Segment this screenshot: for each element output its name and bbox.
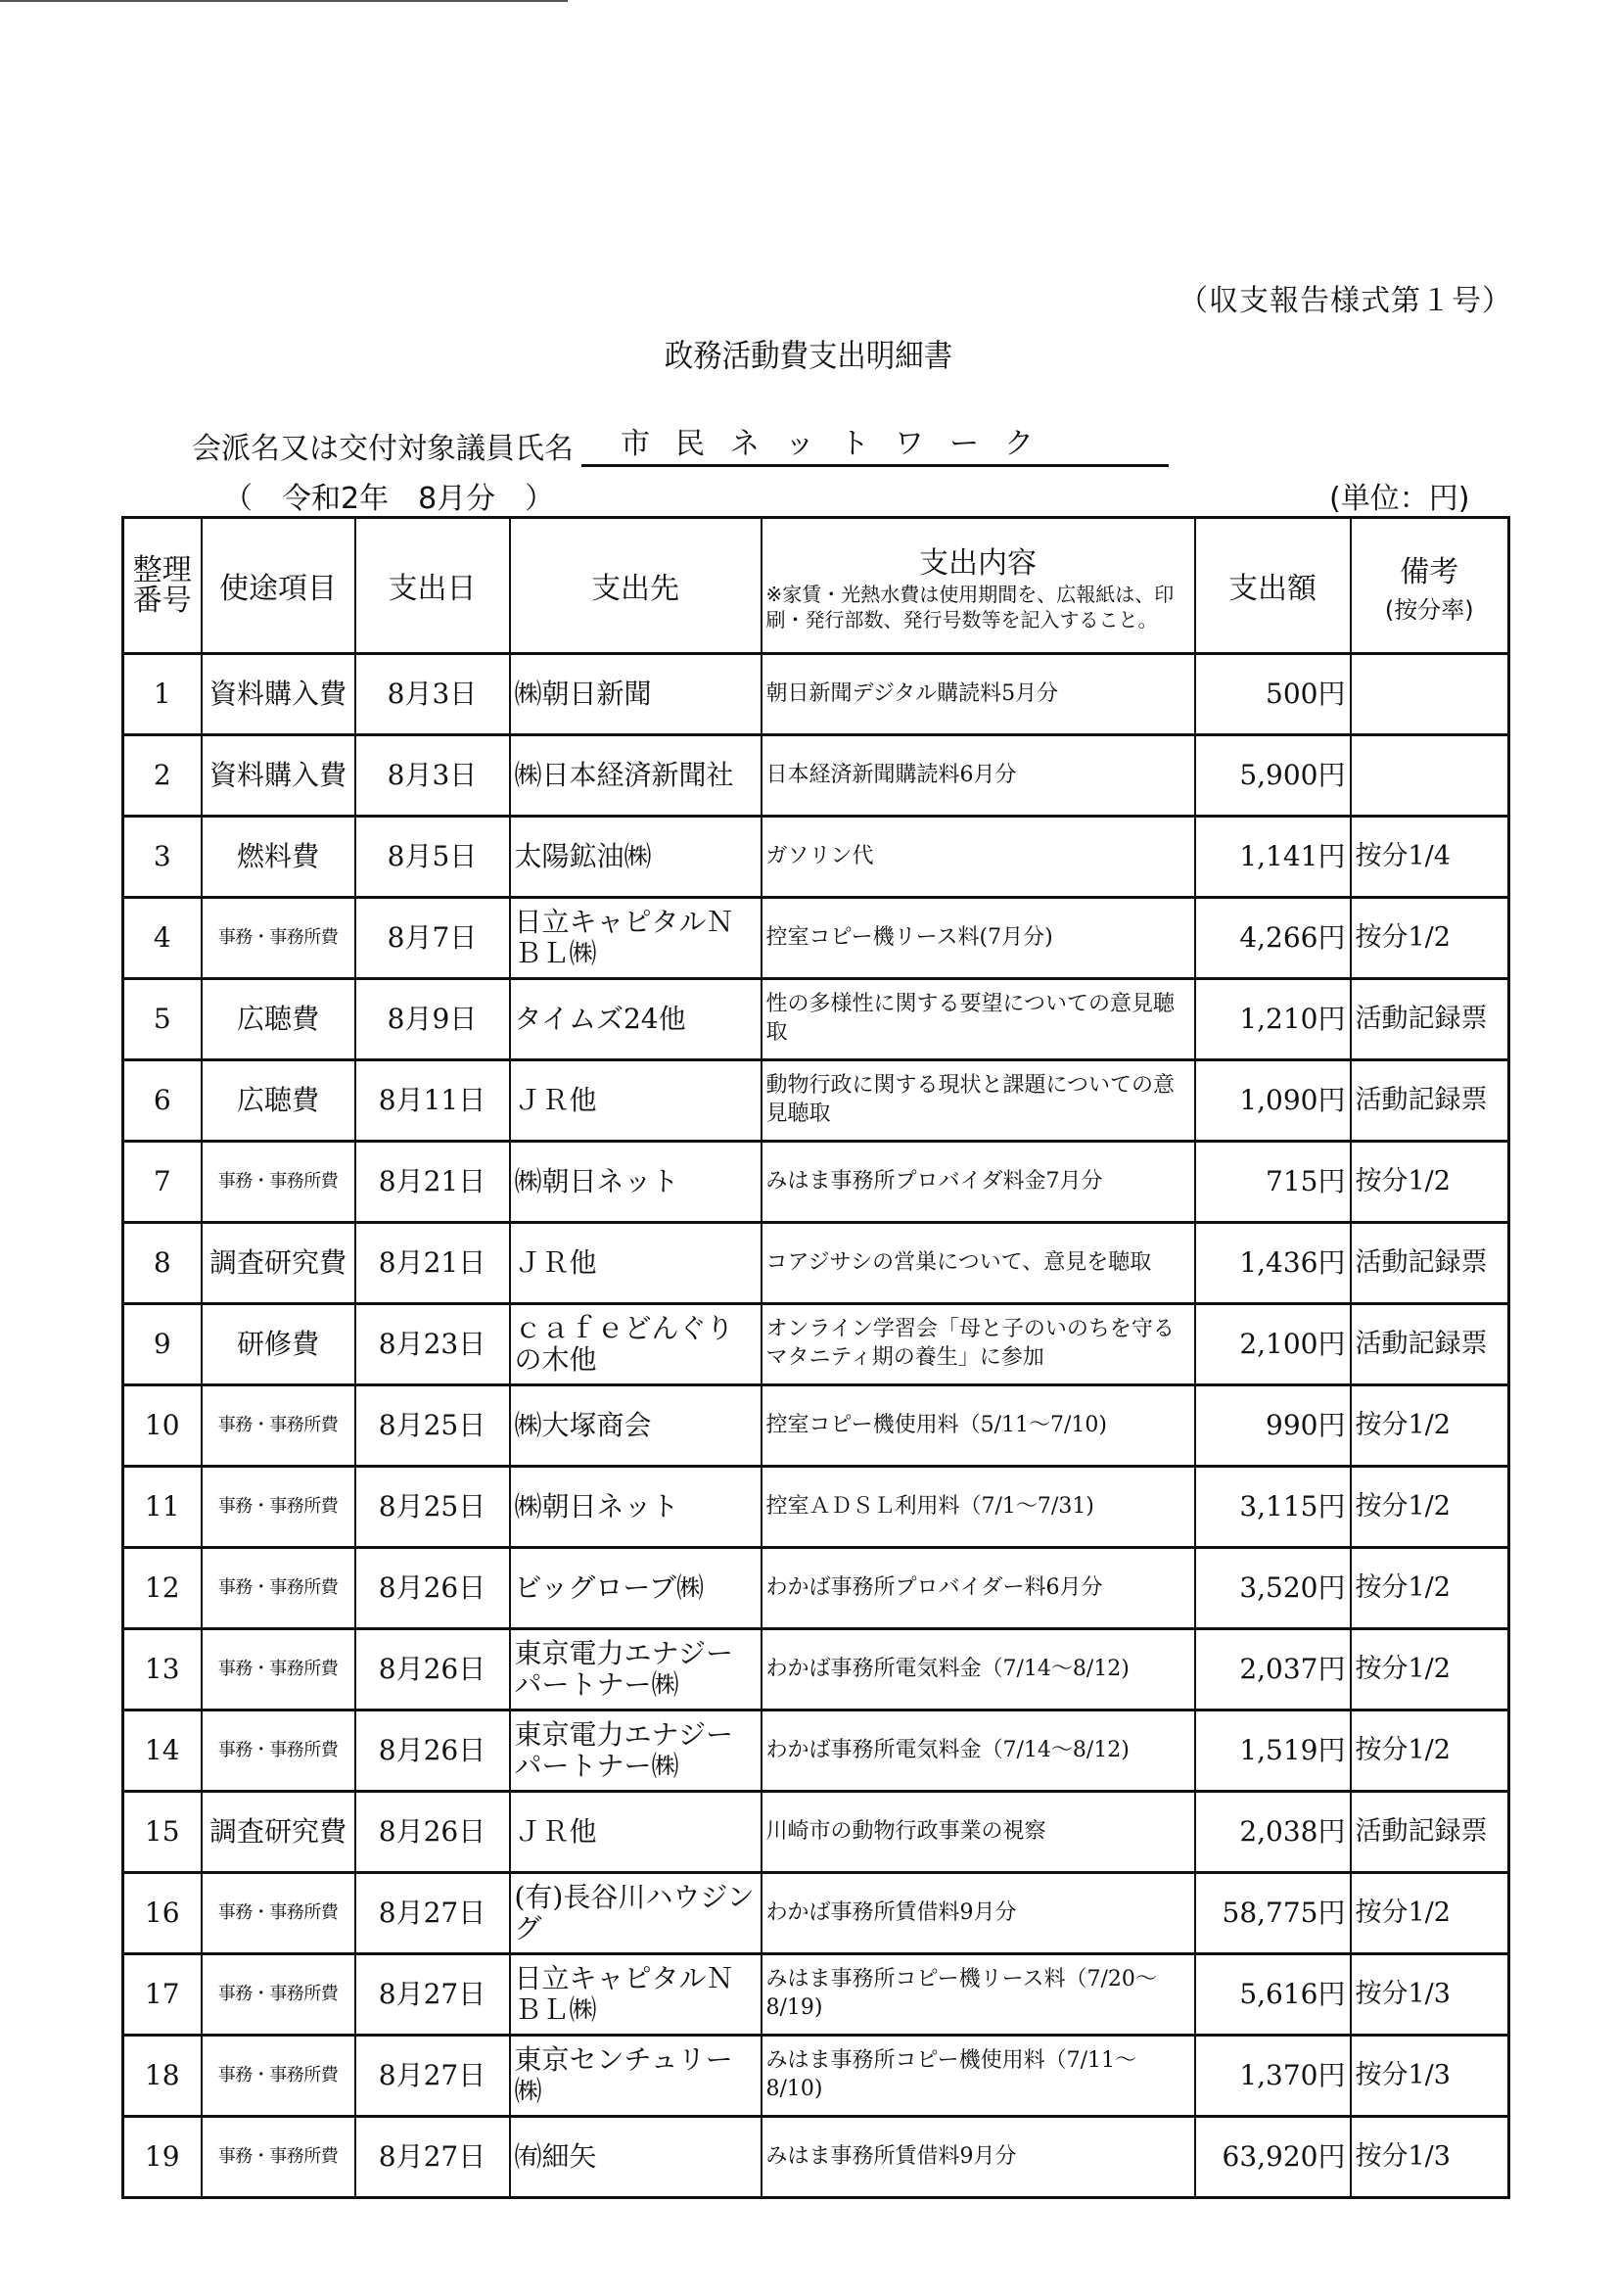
cell-payee: ＪＲ他	[510, 1792, 762, 1873]
cell-remarks: 活動記録票	[1351, 1792, 1509, 1873]
cell-no: 13	[123, 1629, 202, 1710]
cell-no: 8	[123, 1223, 202, 1304]
cell-remarks	[1351, 735, 1509, 817]
cell-category: 資料購入費	[202, 654, 355, 735]
cell-no: 4	[123, 898, 202, 979]
cell-remarks: 按分1/3	[1351, 2117, 1509, 2198]
cell-date: 8月3日	[355, 735, 510, 817]
cell-amount: 1,519円	[1195, 1710, 1351, 1792]
unit-label: (単位：円)	[1329, 482, 1470, 516]
col-header-content	[762, 518, 1195, 654]
cell-date: 8月27日	[355, 2117, 510, 2198]
cell-date: 8月25日	[355, 1385, 510, 1467]
cell-date: 8月26日	[355, 1548, 510, 1629]
col-header-remarks	[1351, 518, 1509, 654]
cell-content: 性の多様性に関する要望についての意見聴取	[762, 979, 1195, 1060]
cell-payee: ㈱日本経済新聞社	[510, 735, 762, 817]
cell-payee: ＪＲ他	[510, 1223, 762, 1304]
scan-artifact-line	[0, 0, 568, 2]
cell-payee: (有)長谷川ハウジング	[510, 1873, 762, 1954]
table-row	[123, 2117, 1509, 2198]
cell-no: 19	[123, 2117, 202, 2198]
cell-content: みはま事務所コピー機リース料（7/20～8/19)	[762, 1954, 1195, 2036]
cell-amount: 1,141円	[1195, 817, 1351, 898]
cell-payee: ｃａｆｅどんぐりの木他	[510, 1304, 762, 1385]
cell-content: 動物行政に関する現状と課題についての意見聴取	[762, 1060, 1195, 1142]
document-title: 政務活動費支出明細書	[664, 337, 953, 374]
cell-no: 10	[123, 1385, 202, 1467]
cell-category: 事務・事務所費	[202, 1548, 355, 1629]
cell-date: 8月26日	[355, 1710, 510, 1792]
cell-content: わかば事務所電気料金（7/14～8/12)	[762, 1629, 1195, 1710]
cell-no: 1	[123, 654, 202, 735]
cell-no: 2	[123, 735, 202, 817]
table-row	[123, 1548, 1509, 1629]
cell-content: 控室コピー機リース料(7月分)	[762, 898, 1195, 979]
cell-category: 事務・事務所費	[202, 1142, 355, 1223]
cell-category: 燃料費	[202, 817, 355, 898]
expense-table	[121, 516, 1510, 2199]
cell-remarks: 按分1/2	[1351, 1385, 1509, 1467]
cell-category: 事務・事務所費	[202, 1873, 355, 1954]
col-header-payee: 支出先	[510, 518, 762, 654]
table-row	[123, 654, 1509, 735]
cell-date: 8月9日	[355, 979, 510, 1060]
cell-no: 15	[123, 1792, 202, 1873]
cell-amount: 1,210円	[1195, 979, 1351, 1060]
cell-no: 9	[123, 1304, 202, 1385]
cell-amount: 1,370円	[1195, 2036, 1351, 2117]
cell-no: 11	[123, 1467, 202, 1548]
cell-date: 8月27日	[355, 2036, 510, 2117]
cell-category: 広聴費	[202, 979, 355, 1060]
cell-content: わかば事務所プロバイダー料6月分	[762, 1548, 1195, 1629]
faction-label: 会派名又は交付対象議員氏名	[192, 432, 574, 466]
table-body	[123, 654, 1509, 2198]
cell-amount: 5,616円	[1195, 1954, 1351, 2036]
cell-no: 6	[123, 1060, 202, 1142]
cell-no: 18	[123, 2036, 202, 2117]
cell-amount: 1,436円	[1195, 1223, 1351, 1304]
cell-remarks: 按分1/2	[1351, 898, 1509, 979]
table-row	[123, 1304, 1509, 1385]
cell-remarks: 活動記録票	[1351, 979, 1509, 1060]
cell-amount: 990円	[1195, 1385, 1351, 1467]
cell-date: 8月23日	[355, 1304, 510, 1385]
cell-content: 朝日新聞デジタル購読料5月分	[762, 654, 1195, 735]
col-header-date: 支出日	[355, 518, 510, 654]
cell-category: 事務・事務所費	[202, 1710, 355, 1792]
report-period: （ 令和2年 8月分 ）	[223, 482, 555, 516]
table-row	[123, 735, 1509, 817]
cell-payee: ㈱朝日ネット	[510, 1467, 762, 1548]
table-row	[123, 1873, 1509, 1954]
cell-category: 事務・事務所費	[202, 1629, 355, 1710]
cell-content: コアジサシの営巣について、意見を聴取	[762, 1223, 1195, 1304]
col-header-amount: 支出額	[1195, 518, 1351, 654]
form-number: （収支報告様式第１号）	[1178, 284, 1512, 318]
cell-date: 8月3日	[355, 654, 510, 735]
cell-category: 調査研究費	[202, 1792, 355, 1873]
table-row	[123, 1710, 1509, 1792]
cell-amount: 2,100円	[1195, 1304, 1351, 1385]
cell-content: みはま事務所賃借料9月分	[762, 2117, 1195, 2198]
cell-content: 控室ＡＤＳＬ利用料（7/1～7/31)	[762, 1467, 1195, 1548]
cell-category: 事務・事務所費	[202, 1467, 355, 1548]
table-row	[123, 1385, 1509, 1467]
col-header-category: 使途項目	[202, 518, 355, 654]
table-row	[123, 1954, 1509, 2036]
cell-date: 8月27日	[355, 1954, 510, 2036]
cell-payee: ㈱朝日ネット	[510, 1142, 762, 1223]
cell-date: 8月11日	[355, 1060, 510, 1142]
cell-no: 5	[123, 979, 202, 1060]
cell-payee: 太陽鉱油㈱	[510, 817, 762, 898]
cell-category: 事務・事務所費	[202, 2117, 355, 2198]
table-row	[123, 1629, 1509, 1710]
cell-no: 12	[123, 1548, 202, 1629]
cell-payee: 日立キャピタルＮＢＬ㈱	[510, 1954, 762, 2036]
cell-payee: 東京センチュリー㈱	[510, 2036, 762, 2117]
cell-no: 3	[123, 817, 202, 898]
cell-remarks: 活動記録票	[1351, 1304, 1509, 1385]
cell-amount: 4,266円	[1195, 898, 1351, 979]
cell-amount: 500円	[1195, 654, 1351, 735]
cell-category: 事務・事務所費	[202, 1954, 355, 2036]
cell-amount: 58,775円	[1195, 1873, 1351, 1954]
cell-payee: ㈱大塚商会	[510, 1385, 762, 1467]
cell-content: 川崎市の動物行政事業の視察	[762, 1792, 1195, 1873]
cell-content: わかば事務所電気料金（7/14～8/12)	[762, 1710, 1195, 1792]
cell-amount: 63,920円	[1195, 2117, 1351, 2198]
cell-remarks	[1351, 654, 1509, 735]
cell-no: 16	[123, 1873, 202, 1954]
cell-payee: タイムズ24他	[510, 979, 762, 1060]
cell-no: 14	[123, 1710, 202, 1792]
cell-date: 8月21日	[355, 1223, 510, 1304]
cell-date: 8月26日	[355, 1792, 510, 1873]
cell-content: ガソリン代	[762, 817, 1195, 898]
cell-remarks: 按分1/3	[1351, 2036, 1509, 2117]
cell-payee: 東京電力エナジーパートナー㈱	[510, 1710, 762, 1792]
cell-amount: 3,520円	[1195, 1548, 1351, 1629]
cell-category: 事務・事務所費	[202, 2036, 355, 2117]
cell-category: 研修費	[202, 1304, 355, 1385]
table-row	[123, 1467, 1509, 1548]
table-row	[123, 1223, 1509, 1304]
cell-payee: ＪＲ他	[510, 1060, 762, 1142]
cell-remarks: 按分1/4	[1351, 817, 1509, 898]
cell-remarks: 按分1/2	[1351, 1548, 1509, 1629]
cell-remarks: 活動記録票	[1351, 1060, 1509, 1142]
cell-remarks: 按分1/2	[1351, 1142, 1509, 1223]
table-row	[123, 979, 1509, 1060]
cell-date: 8月27日	[355, 1873, 510, 1954]
cell-amount: 3,115円	[1195, 1467, 1351, 1548]
faction-row	[192, 419, 1169, 467]
cell-category: 資料購入費	[202, 735, 355, 817]
cell-no: 7	[123, 1142, 202, 1223]
table-row	[123, 1792, 1509, 1873]
cell-amount: 1,090円	[1195, 1060, 1351, 1142]
cell-category: 事務・事務所費	[202, 898, 355, 979]
col-header-remarks-sub: (按分率)	[1384, 595, 1474, 624]
cell-payee: 日立キャピタルＮＢＬ㈱	[510, 898, 762, 979]
col-header-content-note: ※家賃・光熱水費は使用期間を、広報紙は、印刷・発行部数、発行号数等を記入すること。	[765, 583, 1175, 632]
cell-payee: ㈲細矢	[510, 2117, 762, 2198]
col-header-content-title: 支出内容	[919, 546, 1037, 581]
cell-content: オンライン学習会「母と子のいのちを守るマタニティ期の養生」に参加	[762, 1304, 1195, 1385]
cell-date: 8月21日	[355, 1142, 510, 1223]
col-header-remarks-title: 備考	[1400, 554, 1459, 589]
table-row	[123, 2036, 1509, 2117]
cell-content: 日本経済新聞購読料6月分	[762, 735, 1195, 817]
cell-date: 8月7日	[355, 898, 510, 979]
cell-content: みはま事務所プロバイダ料金7月分	[762, 1142, 1195, 1223]
cell-remarks: 按分1/2	[1351, 1467, 1509, 1548]
cell-category: 事務・事務所費	[202, 1385, 355, 1467]
cell-category: 調査研究費	[202, 1223, 355, 1304]
table-header-row	[123, 518, 1509, 654]
cell-remarks: 按分1/3	[1351, 1954, 1509, 2036]
cell-payee: 東京電力エナジーパートナー㈱	[510, 1629, 762, 1710]
faction-name: 市民ネットワーク	[581, 419, 1169, 467]
cell-remarks: 按分1/2	[1351, 1710, 1509, 1792]
cell-content: わかば事務所賃借料9月分	[762, 1873, 1195, 1954]
cell-amount: 2,038円	[1195, 1792, 1351, 1873]
cell-date: 8月25日	[355, 1467, 510, 1548]
cell-amount: 5,900円	[1195, 735, 1351, 817]
table-row	[123, 1142, 1509, 1223]
table-row	[123, 898, 1509, 979]
cell-payee: ビッグローブ㈱	[510, 1548, 762, 1629]
table-row	[123, 817, 1509, 898]
cell-amount: 715円	[1195, 1142, 1351, 1223]
cell-remarks: 按分1/2	[1351, 1629, 1509, 1710]
cell-category: 広聴費	[202, 1060, 355, 1142]
cell-content: みはま事務所コピー機使用料（7/11～8/10)	[762, 2036, 1195, 2117]
cell-date: 8月5日	[355, 817, 510, 898]
cell-no: 17	[123, 1954, 202, 2036]
cell-content: 控室コピー機使用料（5/11～7/10)	[762, 1385, 1195, 1467]
cell-remarks: 活動記録票	[1351, 1223, 1509, 1304]
table-row	[123, 1060, 1509, 1142]
cell-payee: ㈱朝日新聞	[510, 654, 762, 735]
col-header-no: 整理番号	[123, 518, 202, 654]
cell-date: 8月26日	[355, 1629, 510, 1710]
cell-remarks: 按分1/2	[1351, 1873, 1509, 1954]
cell-amount: 2,037円	[1195, 1629, 1351, 1710]
